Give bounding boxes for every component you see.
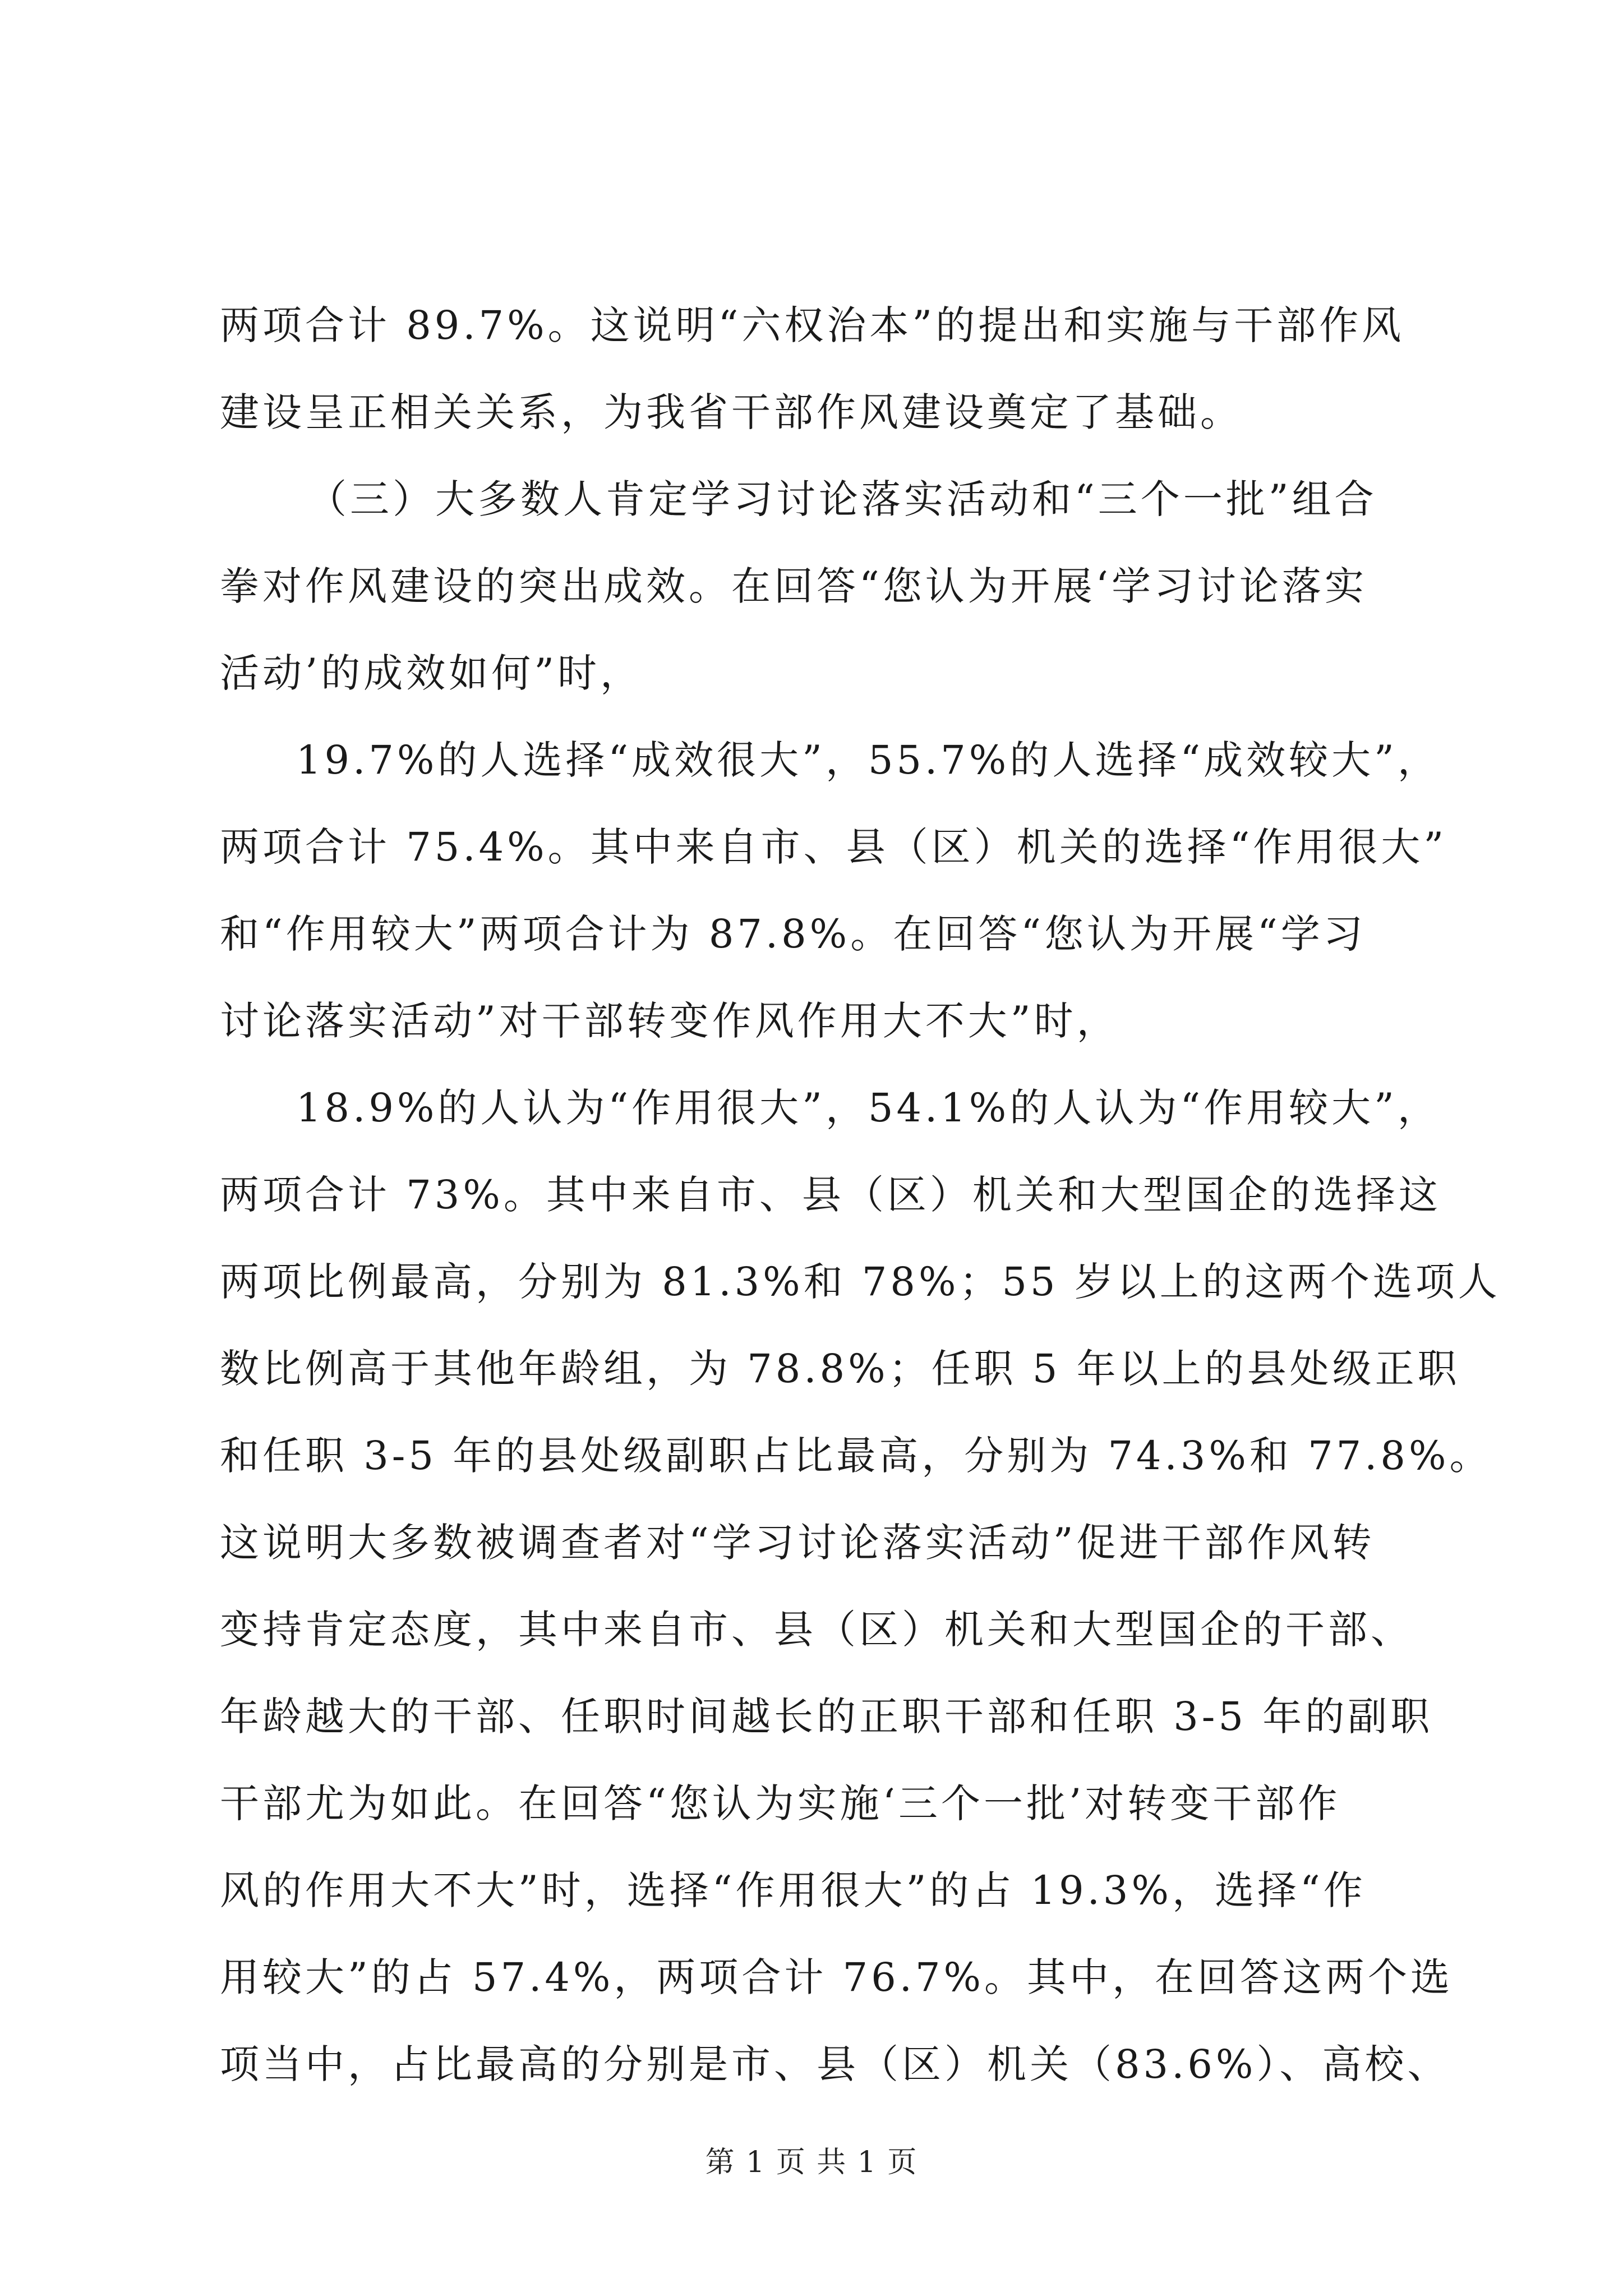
page-footer: 第 1 页 共 1 页 <box>705 2146 918 2179</box>
text-line-1: 两项合计 89.7%。这说明“六权治本”的提出和实施与干部作风 <box>220 302 1405 348</box>
text-line-11: 两项合计 73%。其中来自市、县（区）机关和大型国企的选择这 <box>220 1172 1441 1218</box>
text-line-9: 讨论落实活动”对干部转变作风作用大不大”时， <box>220 998 1119 1044</box>
text-line-20: 用较大”的占 57.4%，两项合计 76.7%。其中，在回答这两个选 <box>220 1954 1454 2000</box>
text-line-21: 项当中，占比最高的分别是市、县（区）机关（83.6%）、高校、 <box>220 2041 1450 2087</box>
text-line-5: 活动’的成效如何”时， <box>220 650 643 696</box>
text-line-18: 干部尤为如此。在回答“您认为实施‘三个一批’对转变干部作 <box>220 1780 1341 1826</box>
text-line-19: 风的作用大不大”时，选择“作用很大”的占 19.3%，选择“作 <box>220 1867 1366 1913</box>
text-line-7: 两项合计 75.4%。其中来自市、县（区）机关的选择“作用很大” <box>220 824 1447 870</box>
text-line-6: 19.7%的人选择“成效很大”，55.7%的人选择“成效较大”， <box>296 737 1440 783</box>
text-line-15: 这说明大多数被调查者对“学习讨论落实活动”促进干部作风转 <box>220 1520 1375 1566</box>
text-line-10: 18.9%的人认为“作用很大”，54.1%的人认为“作用较大”， <box>296 1085 1440 1131</box>
text-line-12: 两项比例最高，分别为 81.3%和 78%；55 岁以上的这两个选项人 <box>220 1259 1501 1305</box>
text-line-4: 拳对作风建设的突出成效。在回答“您认为开展‘学习讨论落实 <box>220 563 1368 609</box>
text-line-16: 变持肯定态度，其中来自市、县（区）机关和大型国企的干部、 <box>220 1607 1413 1653</box>
text-line-14: 和任职 3-5 年的县处级副职占比最高，分别为 74.3%和 77.8%。 <box>220 1433 1492 1479</box>
text-line-17: 年龄越大的干部、任职时间越长的正职干部和任职 3-5 年的副职 <box>220 1694 1433 1740</box>
text-line-2: 建设呈正相关关系，为我省干部作风建设奠定了基础。 <box>220 389 1243 435</box>
text-line-3: （三）大多数人肯定学习讨论落实活动和“三个一批”组合 <box>307 476 1377 522</box>
text-line-8: 和“作用较大”两项合计为 87.8%。在回答“您认为开展“学习 <box>220 911 1366 957</box>
text-line-13: 数比例高于其他年龄组，为 78.8%；任职 5 年以上的县处级正职 <box>220 1346 1460 1392</box>
